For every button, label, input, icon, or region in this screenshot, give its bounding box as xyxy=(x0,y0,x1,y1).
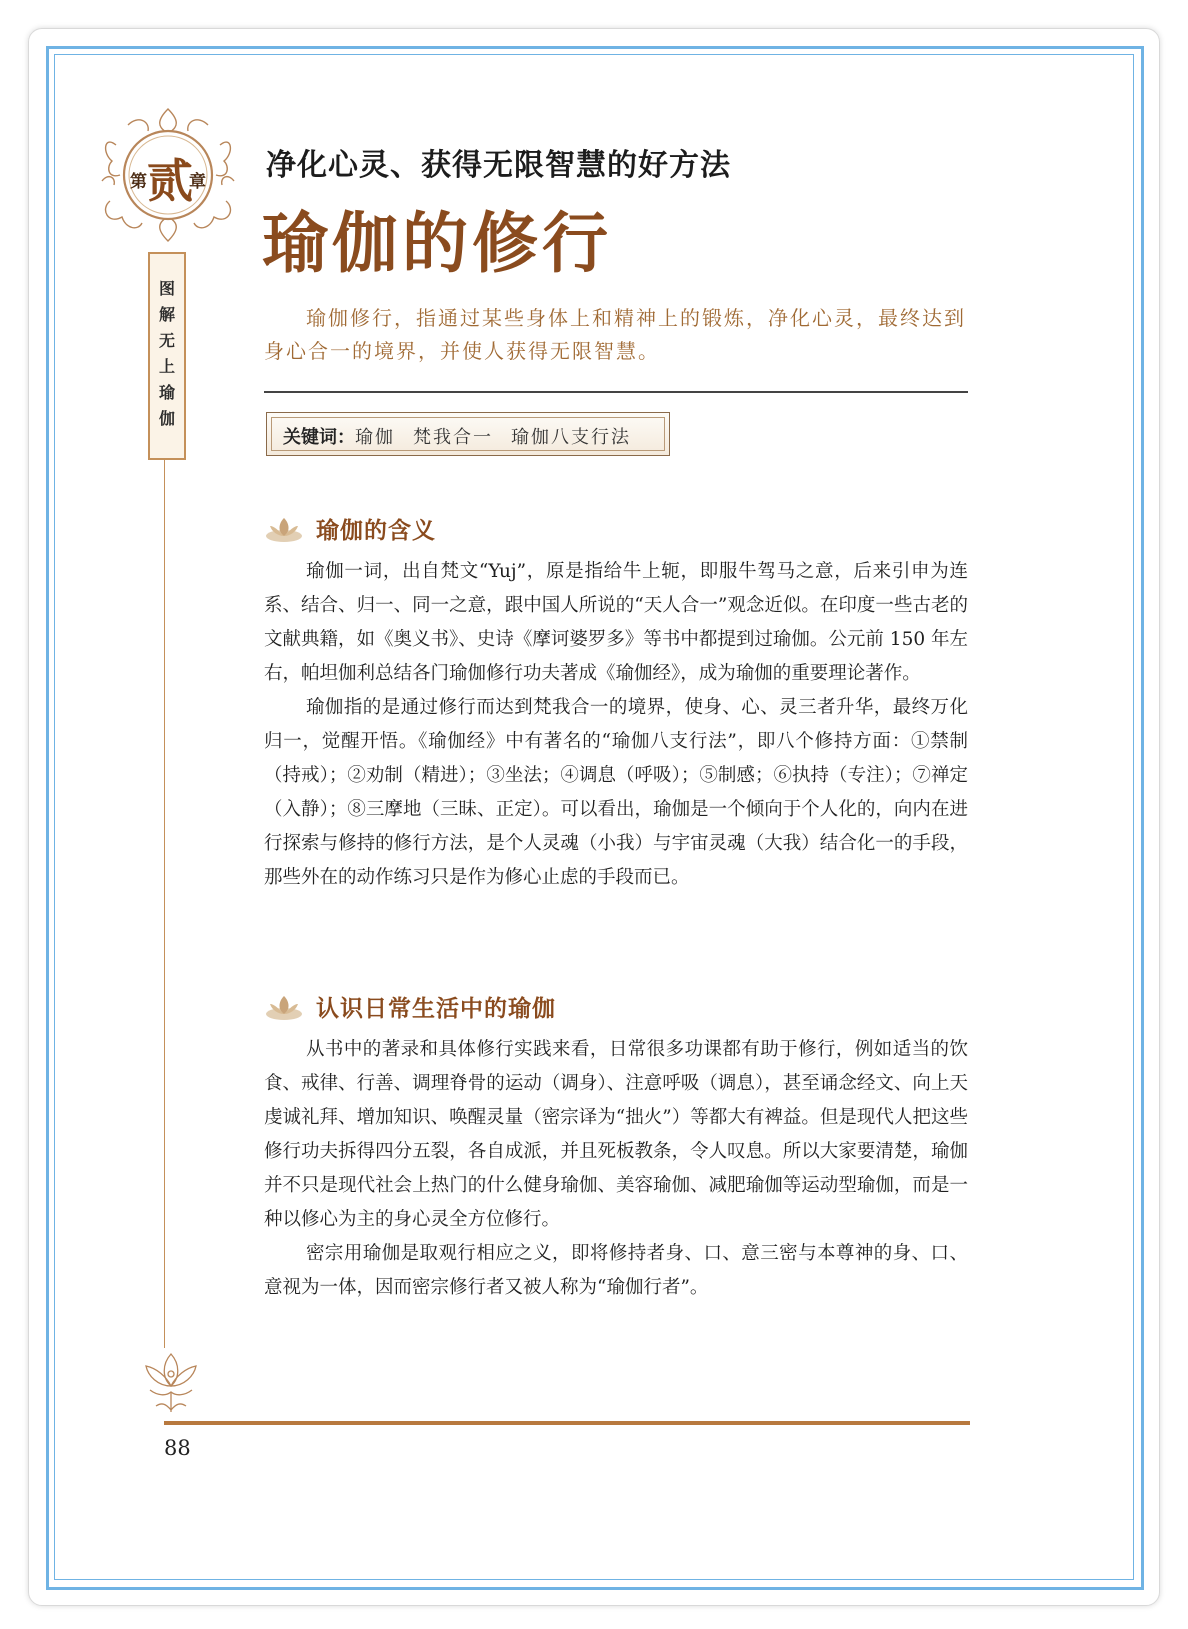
page-number: 88 xyxy=(164,1436,191,1460)
lotus-ornament-icon xyxy=(136,1346,206,1418)
section-title: 瑜伽的含义 xyxy=(316,518,436,544)
section-title: 认识日常生活中的瑜伽 xyxy=(316,996,556,1022)
body-paragraph: 从书中的著录和具体修行实践来看，日常很多功课都有助于修行，例如适当的饮食、戒律、行善、调理脊骨的运动（调身）、注意呼吸（调息），甚至诵念经文、向上天虔诚礼拜、增加知识、唤醒灵量（密宗译为“拙火”）等都大有裨益。但是现代人把这些修行功夫拆得四分五裂，各自成派，并且死板教条，令人叹息。所以大家要清楚，瑜伽并不只是现代社会上热门的什么健身瑜伽、美容瑜伽、减肥瑜伽等运动型瑜伽，而是一种以修心为主的身心灵全方位修行。 xyxy=(264,1039,968,1230)
chapter-prefix: 第 xyxy=(130,172,147,192)
keywords-box xyxy=(266,412,670,456)
keywords-label: 关键词： xyxy=(283,427,355,448)
section-heading-meaning xyxy=(264,512,436,545)
section-body-daily-life xyxy=(264,1033,968,1305)
keyword-term: 梵我合一 xyxy=(413,427,493,448)
body-paragraph: 密宗用瑜伽是取观行相应之义，即将修持者身、口、意三密与本尊神的身、口、意视为一体，因而密宗修行者又被人称为“瑜伽行者”。 xyxy=(264,1243,968,1298)
side-divider-line xyxy=(164,458,165,1348)
side-label-char: 解 xyxy=(158,305,175,324)
body-paragraph: 瑜伽一词，出自梵文“Yuj”，原是指给牛上轭，即服牛驾马之意，后来引申为连系、结合、归一、同一之意，跟中国人所说的“天人合一”观念近似。在印度一些古老的文献典籍，如《奥义书》、史诗《摩诃婆罗多》等书中都提到过瑜伽。公元前 150 年左右，帕坦伽利总结各门瑜伽修行功夫著成《瑜伽经》，成为瑜伽的重要理论著作。 xyxy=(264,561,968,684)
chapter-suffix: 章 xyxy=(189,172,206,192)
lotus-bullet-icon xyxy=(264,514,304,544)
header-divider xyxy=(264,391,968,393)
side-label-char: 上 xyxy=(158,357,175,376)
page-title: 瑜伽的修行 xyxy=(262,204,612,282)
intro-text: 瑜伽修行，指通过某些身体上和精神上的锻炼，净化心灵，最终达到身心合一的境界，并使人获得无限智慧。 xyxy=(264,306,966,363)
side-label-char: 伽 xyxy=(158,409,175,428)
chapter-number: 贰 xyxy=(147,154,193,208)
body-paragraph: 瑜伽指的是通过修行而达到梵我合一的境界，使身、心、灵三者升华，最终万化归一，觉醒开悟。《瑜伽经》中有著名的“瑜伽八支行法”，即八个修持方面：①禁制（持戒）；②劝制（精进）；③坐法；④调息（呼吸）；⑤制感；⑥执持（专注）；⑦禅定（入静）；⑧三摩地（三昧、正定）。可以看出，瑜伽是一个倾向于个人化的，向内在进行探索与修持的修行方法，是个人灵魂（小我）与宇宙灵魂（大我）结合化一的手段，那些外在的动作练习只是作为修心止虑的手段而已。 xyxy=(264,697,968,888)
section-body-meaning xyxy=(264,555,968,895)
footer-divider xyxy=(164,1421,970,1425)
keyword-term: 瑜伽八支行法 xyxy=(511,427,631,448)
lotus-bullet-icon xyxy=(264,992,304,1022)
book-title-side-label xyxy=(148,252,186,460)
side-label-char: 瑜 xyxy=(158,383,175,402)
page-subtitle: 净化心灵、获得无限智慧的好方法 xyxy=(266,148,731,183)
intro-paragraph xyxy=(264,302,970,368)
chapter-badge xyxy=(98,105,238,245)
keyword-term: 瑜伽 xyxy=(355,427,395,448)
section-heading-daily-life xyxy=(264,990,556,1023)
side-label-char: 无 xyxy=(158,331,175,350)
side-label-char: 图 xyxy=(158,279,175,298)
